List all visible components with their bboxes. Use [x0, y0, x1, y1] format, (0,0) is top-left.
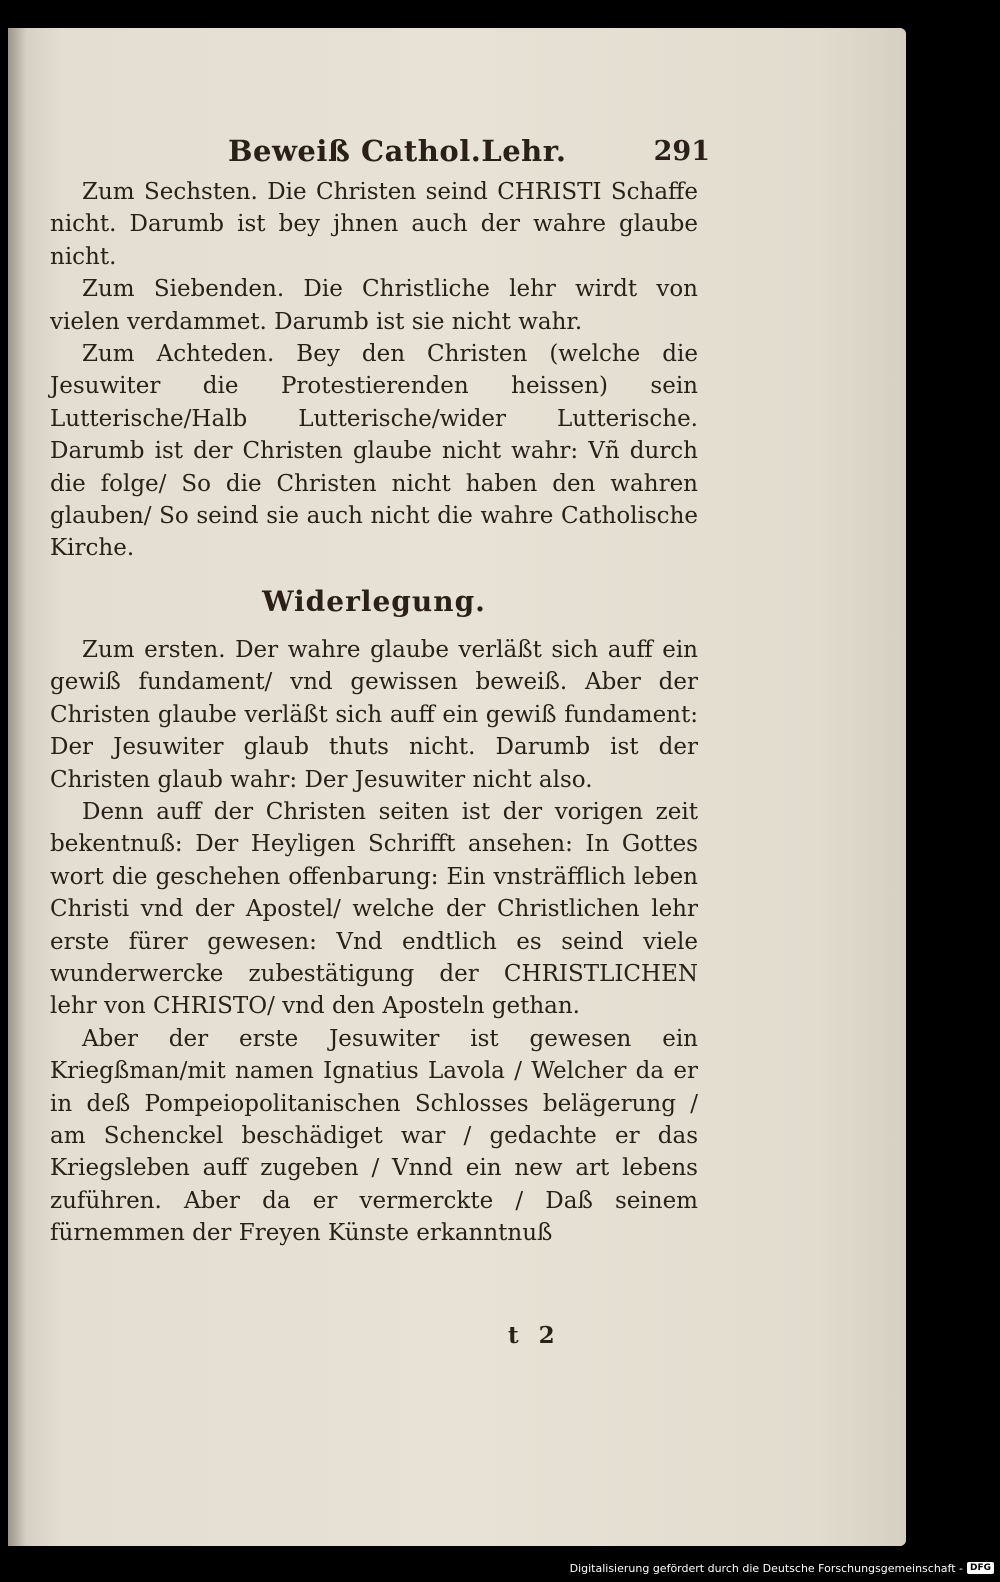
digitization-footer	[570, 1558, 994, 1578]
paragraph-sixth: Zum Sechsten. Die Christen seind CHRISTI Schaffe nicht. Darumb ist bey jhnen auch der wahre glaube nicht.	[50, 179, 698, 270]
paragraph-christian-side: Denn auff der Christen seiten ist der vorigen zeit bekentnuß: Der Heyligen Schrifft ansehen: In Gottes wort die geschehen offenbarung: Ein vnsträfflich leben Christi vnd der Apostel/ welche der Christlichen lehr erste fürer gewesen: Vnd endtlich es seind viele wunderwercke zubestätigung der CHRISTLICHEN lehr von CHRISTO/ vnd den Aposteln gethan.	[50, 798, 698, 1020]
page-gutter-shadow	[8, 28, 26, 1546]
page-text-block	[50, 130, 710, 1250]
page-number: 291	[653, 136, 710, 167]
paragraph-eighth: Zum Achteden. Bey den Christen (welche die Jesuwiter die Protestierenden heissen) sein Lutterische/Halb Lutterische/wider Lutterische. Darumb ist der Christen glaube nicht wahr: Vñ durch die folge/ So die Christen nicht haben den wahren glauben/ So seind sie auch nicht die wahre Catholische Kirche.	[50, 341, 698, 562]
paragraph-first-jesuit: Aber der erste Jesuwiter ist gewesen ein Kriegßman/mit namen Ignatius Lavola / Welcher da er in deß Pompeiopolitanischen Schlosses belägerung / am Schenckel beschädiget war / gedachte er das Kriegsleben auff zugeben / Vnnd ein new art lebens zuführen. Aber da er vermerckte / Daß seinem fürnemmen der Freyen Künste erkanntnuß	[50, 1025, 698, 1247]
signature-mark: t 2	[508, 1322, 561, 1349]
paragraph-seventh: Zum Siebenden. Die Christliche lehr wirdt von vielen verdammet. Darumb ist sie nicht wahr.	[50, 276, 698, 335]
section-title: Widerlegung.	[262, 584, 486, 618]
footer-credit: Digitalisierung gefördert durch die Deutsche Forschungsgemeinschaft -	[569, 1561, 963, 1575]
paragraph-first-refutation: Zum ersten. Der wahre glaube verläßt sich auff ein gewiß fundament/ vnd gewissen beweiß. Aber der Christen glaube verläßt sich auff ein gewiß fundament: Der Jesuwiter glaub thuts nicht. Darumb ist der Christen glaub wahr: Der Jesuwiter nicht also.	[50, 636, 698, 793]
page-header	[50, 130, 710, 176]
running-head: Beweiß Cathol.Lehr.	[228, 134, 567, 168]
dfg-logo-icon: DFG	[967, 1562, 994, 1574]
